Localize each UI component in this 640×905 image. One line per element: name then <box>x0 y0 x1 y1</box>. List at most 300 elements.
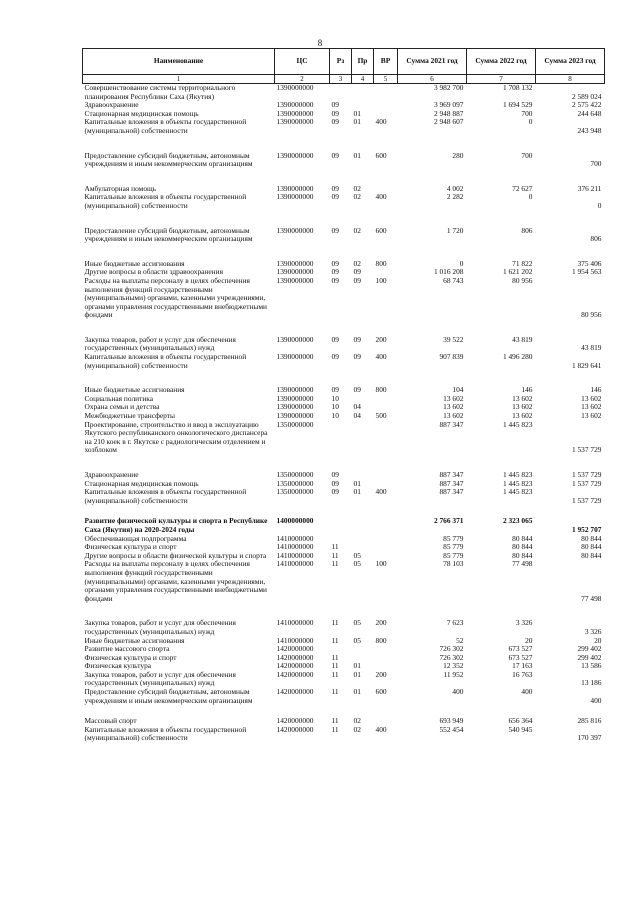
row-name: Предоставление субсидий бюджетным, автономным учреждениям и иным некоммерческим организациям <box>84 151 253 169</box>
row-rz-code: 09 <box>331 268 339 277</box>
table-row <box>83 193 605 226</box>
row-cs-code: 1390000000 <box>276 276 314 285</box>
row-vr-code <box>374 101 398 110</box>
row-sum-2021: 2 282 <box>446 193 464 202</box>
row-name: Капитальные вложения в объекты государственной (муниципальной) собственности <box>84 488 247 505</box>
header-sum-2021: Сумма 2021 год <box>398 49 467 75</box>
table-row <box>83 386 605 395</box>
row-vr-code <box>374 543 398 552</box>
row-name: Здравоохранение <box>84 471 139 479</box>
row-sum-2021: 907 839 <box>439 353 464 362</box>
row-rz-code: 11 <box>331 662 339 671</box>
row-name: Амбулаторная помощь <box>84 184 157 193</box>
table-row <box>83 662 605 671</box>
table-header-row <box>83 49 605 75</box>
row-sum-2023: 13 586 <box>581 662 602 671</box>
row-vr-code: 400 <box>375 488 387 497</box>
table-row <box>83 637 605 646</box>
row-rz-code: 09 <box>331 109 339 118</box>
row-name: Капитальные вложения в объекты государственной (муниципальной) собственности <box>84 193 247 210</box>
row-cs-code: 1390000000 <box>276 259 314 268</box>
row-vr-code <box>374 403 398 412</box>
table-row <box>83 101 605 110</box>
row-vr-code <box>374 552 398 561</box>
column-index: 3 <box>330 75 352 84</box>
table-row <box>83 671 605 688</box>
table-row <box>83 726 605 743</box>
row-sum-2022: 400 <box>521 688 533 697</box>
row-pr-code: 02 <box>353 226 361 235</box>
row-sum-2021: 887 347 <box>439 471 464 479</box>
table-row <box>83 421 605 471</box>
row-pr-code <box>352 471 374 480</box>
row-rz-code: 09 <box>331 353 339 362</box>
row-sum-2023: 244 648 <box>577 109 602 118</box>
row-pr-code: 05 <box>353 636 361 645</box>
table-row <box>83 552 605 561</box>
row-name: Социальная политика <box>84 394 154 403</box>
row-sum-2022: 80 844 <box>512 551 533 560</box>
row-rz-code <box>330 645 352 654</box>
row-name: Расходы на выплаты персоналу в целях обеспечения выполнения функций государственными (муниципальными) органами, казенными учреждениями, органами управления государственными внебюджетными фондами <box>84 276 267 320</box>
row-name: Стационарная медицинская помощь <box>84 479 199 488</box>
row-sum-2022: 0 <box>528 118 533 127</box>
row-sum-2022: 806 <box>521 226 533 235</box>
row-sum-2022: 1 445 823 <box>502 479 533 488</box>
column-index-row <box>83 75 605 84</box>
row-pr-code: 02 <box>353 184 361 193</box>
row-vr-code: 800 <box>375 636 387 645</box>
row-sum-2022: 3 326 <box>515 619 533 628</box>
row-sum-2023: 400 <box>590 695 602 705</box>
row-sum-2023: 80 844 <box>581 534 602 543</box>
row-sum-2021: 85 779 <box>443 551 464 560</box>
row-rz-code <box>330 535 352 544</box>
row-sum-2021: 85 779 <box>443 543 464 552</box>
row-rz-code: 11 <box>331 653 339 662</box>
column-index: 4 <box>352 75 374 84</box>
row-sum-2023: 146 <box>590 386 602 395</box>
row-pr-code <box>352 543 374 552</box>
row-sum-2023: 1 954 563 <box>571 268 602 277</box>
row-cs-code: 1410000000 <box>276 551 314 560</box>
row-rz-code <box>330 84 352 102</box>
row-vr-code: 200 <box>375 335 387 344</box>
row-sum-2021: 887 347 <box>439 488 464 497</box>
row-rz-code <box>330 421 352 471</box>
row-rz-code: 11 <box>331 560 339 569</box>
row-cs-code: 1390000000 <box>276 335 314 344</box>
row-sum-2023: 376 211 <box>577 184 602 193</box>
row-sum-2022: 13 602 <box>512 403 533 412</box>
table-row <box>83 543 605 552</box>
row-cs-code: 1390000000 <box>276 151 314 160</box>
row-pr-code: 01 <box>353 662 361 671</box>
row-sum-2023: 13 602 <box>581 394 602 403</box>
row-name: Физическая культура и спорт <box>84 543 177 552</box>
row-pr-code: 01 <box>353 479 361 488</box>
row-name: Другие вопросы в области физической культуры и спорта <box>84 551 267 560</box>
row-rz-code: 10 <box>331 403 339 412</box>
row-sum-2023: 700 <box>590 159 602 169</box>
row-name: Капитальные вложения в объекты государственной (муниципальной) собственности <box>84 118 247 135</box>
row-rz-code: 10 <box>331 412 339 421</box>
row-pr-code: 09 <box>353 353 361 362</box>
row-cs-code: 1410000000 <box>276 636 314 645</box>
table-row <box>83 268 605 277</box>
row-sum-2023: 3 326 <box>584 626 602 636</box>
row-rz-code: 09 <box>331 118 339 127</box>
row-name: Иные бюджетные ассигнования <box>84 259 185 268</box>
row-sum-2021: 7 623 <box>446 619 464 628</box>
row-vr-code: 100 <box>375 560 387 569</box>
header-vr: ВР <box>374 49 398 75</box>
row-sum-2021: 78 103 <box>443 560 464 569</box>
row-vr-code <box>374 480 398 489</box>
row-cs-code: 1400000000 <box>276 517 314 526</box>
header-name: Наименование <box>83 49 275 75</box>
row-vr-code <box>374 471 398 480</box>
row-sum-2021: 726 302 <box>439 653 464 662</box>
row-pr-code: 09 <box>353 268 361 277</box>
row-vr-code: 200 <box>375 670 387 679</box>
row-sum-2022: 673 527 <box>508 645 533 654</box>
column-index: 7 <box>467 75 536 84</box>
row-sum-2022: 16 763 <box>512 670 533 679</box>
column-index: 6 <box>398 75 467 84</box>
row-sum-2023: 1 537 729 <box>571 471 602 479</box>
row-sum-2023: 1 537 729 <box>571 479 602 488</box>
row-cs-code: 1390000000 <box>276 226 314 235</box>
row-cs-code: 1390000000 <box>276 268 314 277</box>
row-sum-2023: 13 186 <box>581 678 602 688</box>
header-sum-2023: Сумма 2023 год <box>536 49 605 75</box>
table-row <box>83 185 605 194</box>
row-pr-code: 09 <box>353 386 361 395</box>
row-sum-2022: 673 527 <box>508 653 533 662</box>
row-vr-code: 400 <box>375 353 387 362</box>
row-rz-code: 11 <box>331 551 339 560</box>
row-rz-code: 09 <box>331 151 339 160</box>
row-vr-code: 600 <box>375 688 387 697</box>
table-row <box>83 654 605 663</box>
row-rz-code: 11 <box>331 670 339 679</box>
row-vr-code <box>374 84 398 102</box>
row-sum-2021: 13 602 <box>443 394 464 403</box>
row-name: Физическая культура <box>84 662 152 671</box>
row-sum-2021: 552 454 <box>439 725 464 734</box>
row-cs-code: 1390000000 <box>276 394 314 403</box>
row-vr-code <box>374 662 398 671</box>
row-sum-2021: 2 766 371 <box>433 517 464 526</box>
row-sum-2021: 726 302 <box>439 645 464 654</box>
table-row <box>83 535 605 544</box>
row-vr-code <box>374 717 398 726</box>
page-number: 8 <box>317 38 323 48</box>
row-pr-code <box>352 645 374 654</box>
row-name: Закупка товаров, работ и услуг для обеспечения государственных (муниципальных) нужд <box>84 335 236 353</box>
row-pr-code: 04 <box>353 412 361 421</box>
row-sum-2021: 4 002 <box>446 184 464 193</box>
row-pr-code: 01 <box>353 109 361 118</box>
row-sum-2023: 299 402 <box>577 645 602 654</box>
row-sum-2023: 1 537 729 <box>571 495 602 505</box>
row-rz-code: 09 <box>331 386 339 395</box>
row-sum-2021: 887 347 <box>439 420 464 429</box>
header-pr: Пр <box>352 49 374 75</box>
row-rz-code: 11 <box>331 725 339 734</box>
row-cs-code: 1350000000 <box>276 488 314 497</box>
row-rz-code: 09 <box>331 184 339 193</box>
row-name: Стационарная медицинская помощь <box>84 109 199 118</box>
row-name: Другие вопросы в области здравоохранения <box>84 268 223 277</box>
row-cs-code: 1390000000 <box>276 83 314 92</box>
column-index: 8 <box>536 75 605 84</box>
table-row <box>83 353 605 386</box>
table-row <box>83 717 605 726</box>
table-row <box>83 480 605 489</box>
row-rz-code: 09 <box>331 193 339 202</box>
row-sum-2022: 1 445 823 <box>502 488 533 497</box>
row-sum-2023: 1 952 707 <box>571 524 602 534</box>
row-sum-2022: 77 498 <box>512 560 533 569</box>
row-sum-2022: 43 819 <box>512 335 533 344</box>
row-cs-code: 1390000000 <box>276 403 314 412</box>
row-sum-2021: 3 982 700 <box>433 83 464 92</box>
row-vr-code: 400 <box>375 193 387 202</box>
row-sum-2021: 693 949 <box>439 717 464 726</box>
table-row <box>83 277 605 336</box>
row-pr-code <box>352 421 374 471</box>
row-rz-code: 11 <box>331 717 339 726</box>
row-pr-code: 09 <box>353 335 361 344</box>
row-sum-2022: 20 <box>525 636 533 645</box>
row-cs-code: 1390000000 <box>276 193 314 202</box>
row-vr-code <box>374 268 398 277</box>
row-sum-2023: 299 402 <box>577 653 602 662</box>
row-sum-2022: 1 621 202 <box>502 268 533 277</box>
row-cs-code: 1420000000 <box>276 688 314 697</box>
row-sum-2022: 13 602 <box>512 394 533 403</box>
row-pr-code <box>352 84 374 102</box>
row-name: Массовый спорт <box>84 717 137 726</box>
row-sum-2023: 1 537 729 <box>571 445 602 455</box>
row-sum-2023: 375 406 <box>577 259 602 268</box>
row-sum-2022: 2 323 065 <box>502 517 533 526</box>
column-index: 5 <box>374 75 398 84</box>
row-cs-code: 1390000000 <box>276 118 314 127</box>
row-pr-code: 05 <box>353 560 361 569</box>
row-sum-2021: 887 347 <box>439 479 464 488</box>
table-row <box>83 227 605 260</box>
row-cs-code: 1420000000 <box>276 717 314 726</box>
row-sum-2023: 13 602 <box>581 403 602 412</box>
row-sum-2021: 68 743 <box>443 276 464 285</box>
row-rz-code: 09 <box>331 479 339 488</box>
row-vr-code <box>374 110 398 119</box>
row-sum-2022: 1 445 823 <box>502 471 533 479</box>
row-sum-2021: 52 <box>456 636 464 645</box>
row-sum-2022: 700 <box>521 151 533 160</box>
row-pr-code <box>352 395 374 404</box>
row-sum-2023: 2 589 024 <box>571 91 602 101</box>
row-cs-code: 1350000000 <box>276 420 314 429</box>
row-vr-code: 600 <box>375 226 387 235</box>
row-sum-2022: 80 844 <box>512 543 533 552</box>
table-row <box>83 118 605 151</box>
row-sum-2021: 13 602 <box>443 412 464 421</box>
row-sum-2022: 1 445 823 <box>502 420 533 429</box>
row-sum-2022: 146 <box>521 386 533 395</box>
row-vr-code: 600 <box>375 151 387 160</box>
row-name: Иные бюджетные ассигнования <box>84 386 185 395</box>
row-sum-2021: 2 948 887 <box>433 109 464 118</box>
table-row <box>83 619 605 636</box>
row-pr-code: 01 <box>353 488 361 497</box>
row-sum-2022: 1 694 529 <box>502 101 533 110</box>
table-row <box>83 403 605 412</box>
row-name: Проектирование, строительство и ввод в эксплуатацию Якутского республиканского онкологического диспансера на 210 коек в г. Якутске с радиологическим отделением и хозблоком <box>84 420 268 455</box>
row-sum-2022: 700 <box>521 109 533 118</box>
row-sum-2022: 1 708 132 <box>502 83 533 92</box>
row-vr-code: 500 <box>375 412 387 421</box>
row-vr-code <box>374 645 398 654</box>
table-row <box>83 260 605 269</box>
row-rz-code: 09 <box>331 488 339 497</box>
row-cs-code: 1390000000 <box>276 184 314 193</box>
row-rz-code: 09 <box>331 471 339 479</box>
row-pr-code <box>352 517 374 534</box>
header-sum-2022: Сумма 2022 год <box>467 49 536 75</box>
row-sum-2023: 1 829 641 <box>571 360 602 370</box>
row-rz-code: 10 <box>331 394 339 403</box>
table-row <box>83 645 605 654</box>
row-sum-2021: 1 016 208 <box>433 268 464 277</box>
row-sum-2022: 0 <box>528 193 533 202</box>
row-sum-2021: 0 <box>459 259 464 268</box>
row-name: Межбюджетные трансферты <box>84 412 175 421</box>
row-name: Закупка товаров, работ и услуг для обеспечения государственных (муниципальных) нужд <box>84 670 236 688</box>
row-rz-code: 11 <box>331 636 339 645</box>
table-row <box>83 336 605 353</box>
row-rz-code: 09 <box>331 259 339 268</box>
row-cs-code: 1410000000 <box>276 560 314 569</box>
row-sum-2023: 80 844 <box>581 551 602 560</box>
row-rz-code: 09 <box>331 276 339 285</box>
header-rz: Рз <box>330 49 352 75</box>
row-sum-2021: 3 969 097 <box>433 101 464 110</box>
row-name: Совершенствование системы территориального планирования Республики Саха (Якутия) <box>84 83 236 101</box>
row-name: Капитальные вложения в объекты государственной (муниципальной) собственности <box>84 725 247 743</box>
row-name: Предоставление субсидий бюджетным, автономным учреждениям и иным некоммерческим организациям <box>84 226 253 244</box>
row-sum-2021: 39 522 <box>443 335 464 344</box>
row-pr-code: 02 <box>353 193 361 202</box>
table-row <box>83 560 605 619</box>
row-cs-code: 1420000000 <box>276 653 314 662</box>
row-cs-code: 1410000000 <box>276 543 314 552</box>
row-cs-code: 1420000000 <box>276 662 314 671</box>
row-rz-code: 09 <box>331 335 339 344</box>
row-name: Закупка товаров, работ и услуг для обеспечения государственных (муниципальных) нужд <box>84 619 236 636</box>
row-vr-code: 800 <box>375 259 387 268</box>
row-pr-code <box>352 654 374 663</box>
row-rz-code: 09 <box>331 226 339 235</box>
row-sum-2023: 2 575 422 <box>571 101 602 110</box>
row-sum-2021: 2 948 607 <box>433 118 464 127</box>
budget-table <box>82 48 605 743</box>
row-cs-code: 1350000000 <box>276 471 314 479</box>
row-sum-2022: 656 364 <box>508 717 533 726</box>
row-vr-code: 800 <box>375 386 387 395</box>
row-sum-2023: 243 948 <box>577 125 602 135</box>
row-name: Здравоохранение <box>84 101 139 110</box>
table-row <box>83 517 605 534</box>
row-pr-code: 01 <box>353 151 361 160</box>
column-index: 1 <box>83 75 275 84</box>
row-cs-code: 1350000000 <box>276 479 314 488</box>
row-pr-code: 02 <box>353 717 361 726</box>
row-name: Физическая культура и спорт <box>84 653 177 662</box>
row-vr-code: 100 <box>375 276 387 285</box>
row-cs-code: 1390000000 <box>276 109 314 118</box>
column-index: 2 <box>275 75 330 84</box>
row-cs-code: 1420000000 <box>276 670 314 679</box>
row-name: Капитальные вложения в объекты государственной (муниципальной) собственности <box>84 353 247 370</box>
row-sum-2022: 1 496 280 <box>502 353 533 362</box>
row-name: Расходы на выплаты персоналу в целях обеспечения выполнения функций государственными (муниципальными) органами, казенными учреждениями, органами управления государственными внебюджетными фондами <box>84 560 267 603</box>
row-sum-2022: 71 822 <box>512 259 533 268</box>
row-sum-2021: 280 <box>452 151 464 160</box>
table-row <box>83 395 605 404</box>
row-vr-code: 400 <box>375 118 387 127</box>
row-vr-code: 200 <box>375 619 387 628</box>
table-row <box>83 110 605 119</box>
row-pr-code: 04 <box>353 403 361 412</box>
table-row <box>83 152 605 185</box>
row-sum-2022: 80 844 <box>512 534 533 543</box>
row-sum-2023: 0 <box>597 200 602 210</box>
row-vr-code <box>374 395 398 404</box>
row-pr-code: 05 <box>353 551 361 560</box>
row-sum-2023: 20 <box>594 636 602 645</box>
row-pr-code: 02 <box>353 725 361 734</box>
row-sum-2022: 540 945 <box>508 725 533 734</box>
row-cs-code: 1410000000 <box>276 619 314 628</box>
row-name: Иные бюджетные ассигнования <box>84 636 185 645</box>
row-rz-code <box>330 517 352 534</box>
row-sum-2021: 104 <box>452 386 464 395</box>
row-sum-2021: 85 779 <box>443 534 464 543</box>
row-sum-2022: 17 163 <box>512 662 533 671</box>
row-sum-2022: 80 956 <box>512 276 533 285</box>
row-pr-code <box>352 101 374 110</box>
row-cs-code: 1410000000 <box>276 534 314 543</box>
row-sum-2021: 11 952 <box>443 670 464 679</box>
row-sum-2022: 72 627 <box>512 184 533 193</box>
row-vr-code <box>374 517 398 534</box>
row-name: Обеспечивающая подпрограмма <box>84 534 187 543</box>
row-sum-2021: 1 720 <box>446 226 464 235</box>
row-pr-code <box>352 535 374 544</box>
row-sum-2023: 806 <box>590 234 602 244</box>
row-cs-code: 1390000000 <box>276 101 314 110</box>
row-cs-code: 1420000000 <box>276 725 314 734</box>
header-cs: ЦС <box>275 49 330 75</box>
table-row <box>83 688 605 717</box>
row-name: Развитие массового спорта <box>84 645 170 654</box>
table-body <box>83 84 605 744</box>
row-sum-2023: 80 844 <box>581 543 602 552</box>
